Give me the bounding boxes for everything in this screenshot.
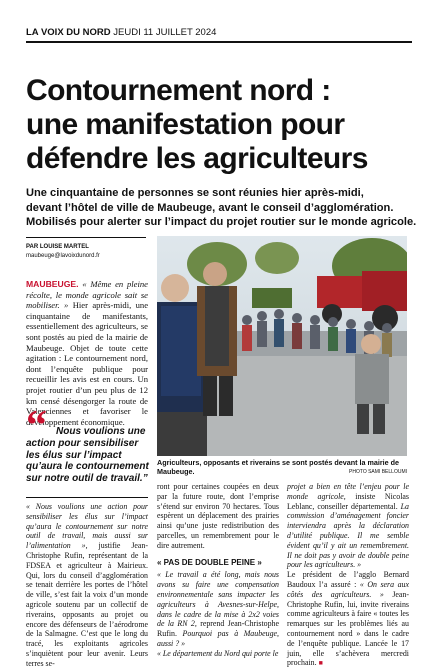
lead-body: Hier après-midi, une cinquantaine de manifestants, essentiellement des agriculteurs, se sont postés au pied de la mairie de Maubeuge. Objet de toute cette agitation : Le contournement nord, dont l’enquête publique pour recueillir les avis est en cours. Un projet routier d’un peu plus de 12 km censé désengorger la route de Valenciennes et favoriser le développement économique. — [26, 300, 149, 427]
standfirst-line: Mobilisés pour alerter sur l’impact du projet routier sur le monde agricole. — [26, 216, 417, 228]
end-mark-icon: ■ — [318, 659, 323, 668]
newspaper-name: LA VOIX DU NORD — [26, 27, 111, 38]
standfirst-line: Une cinquantaine de personnes se sont réunies hier après-midi, — [26, 187, 364, 199]
body-quote: « Le département du Nord qui porte le — [157, 648, 279, 658]
pull-quote: Nous voulions une action pour sensibiliser les élus sur l’impact qu’aura le contournement sur notre outil de travail.” — [26, 426, 149, 485]
body-text: ront pour certaines coupées en deux par la future route, dont l’emprise s’étend sur environ 70 hectares. Tous espèrent un déplacement des prairies ainsi qu’une juste redistribution des parcelles, un remembrement pour le dire autrement. — [157, 482, 279, 550]
author-email: maubeuge@lavoixdunord.fr — [26, 253, 100, 259]
crowd-photo-illustration — [157, 236, 407, 456]
photo-credit: PHOTO SAMI BELLOUMI — [349, 469, 407, 475]
body-text: Jean-Christophe Rufin, lui, invite riverains comme agriculteurs à faire « toutes les remarques sur les problèmes liés au contournement nord » dans le cadre de l’enquête publique. Lancée le 17 juin, elle s’achèvera mercredi prochain. — [287, 589, 409, 668]
headline-line: Contournement nord : — [26, 74, 331, 107]
dateline-city: MAUBEUGE. — [26, 279, 79, 289]
body-text: Le président de l’agglo Bernard Baudoux l’a assuré : — [287, 570, 409, 589]
quote-mark-icon: “ — [26, 403, 47, 449]
subheading: « PAS DE DOUBLE PEINE » — [157, 557, 262, 567]
headline-line: une manifestation pour — [26, 108, 345, 141]
body-quote: La commission d’aménagement foncier interviendra après la déclaration d’utilité publique. Il me semble évident qu’il y ait un remembrement. Il ne doit pas y avoir de double peine pour les agriculteurs. » — [287, 501, 409, 570]
standfirst — [26, 186, 418, 230]
body-quote: « On sera aux côtés des agriculteurs. » — [287, 579, 409, 599]
article-body-col3 — [287, 482, 409, 669]
body-text: reprend Jean-Christophe Rufin. — [157, 619, 279, 639]
standfirst-line: devant l’hôtel de ville de Maubeuge, avant le conseil d’agglomération. — [26, 201, 394, 214]
article-body-col2 — [157, 482, 279, 659]
photo-caption: Agriculteurs, opposants et riverains se sont postés devant la mairie de Maubeuge. — [157, 458, 400, 476]
body-quote: « Le travail a été long, mais nous avons su faire une compensation environnementale sans impacter les agriculteurs à Avesnes-sur-Helpe, dans le cadre de la mise à 2x2 voies de la RN 2, — [157, 570, 279, 629]
author-name: PAR LOUISE MARTEL — [26, 244, 89, 250]
headline-line: défendre les agriculteurs — [26, 142, 368, 175]
headline — [26, 74, 416, 176]
body-quote: Pourquoi pas à Maubeuge, aussi ? » — [157, 629, 280, 648]
byline-divider — [26, 237, 146, 238]
body-text: justifie Jean-Christophe Rufin, représentant de la FDSEA et agriculteur à Mairieux. Qui, lors du conseil d’agglomération se tenait derrière les portes de l’hôtel de ville, s’est fait la voix d’un monde agricole soutenu par un collectif de riverains, opposants au projet ou encore des défenseurs de l’aérodrome de la Salmagne. C’est que le long du tracé, les exploitants agricoles s’inquiètent pour leur avenir. Leurs terres se- — [26, 541, 148, 668]
body-quote: « Nous voulions une action pour sensibiliser les élus sur l’impact qu’aura le contournement sur notre outil de travail, mais aussi sur l’alimentation », — [26, 502, 148, 551]
body-quote: projet a bien en tête l’enjeu pour le monde agricole, — [287, 482, 409, 501]
article-body-col1 — [26, 502, 148, 669]
issue-date: JEUDI 11 JUILLET 2024 — [113, 27, 217, 38]
lead-quote: « Même en pleine récolte, le monde agricole sait se mobiliser. » — [26, 279, 148, 311]
pull-quote-divider — [26, 497, 148, 498]
byline — [26, 243, 156, 261]
masthead — [26, 27, 412, 43]
news-photo — [157, 236, 407, 456]
body-text: insiste Nicolas Leblanc, conseiller départemental. — [287, 491, 409, 511]
